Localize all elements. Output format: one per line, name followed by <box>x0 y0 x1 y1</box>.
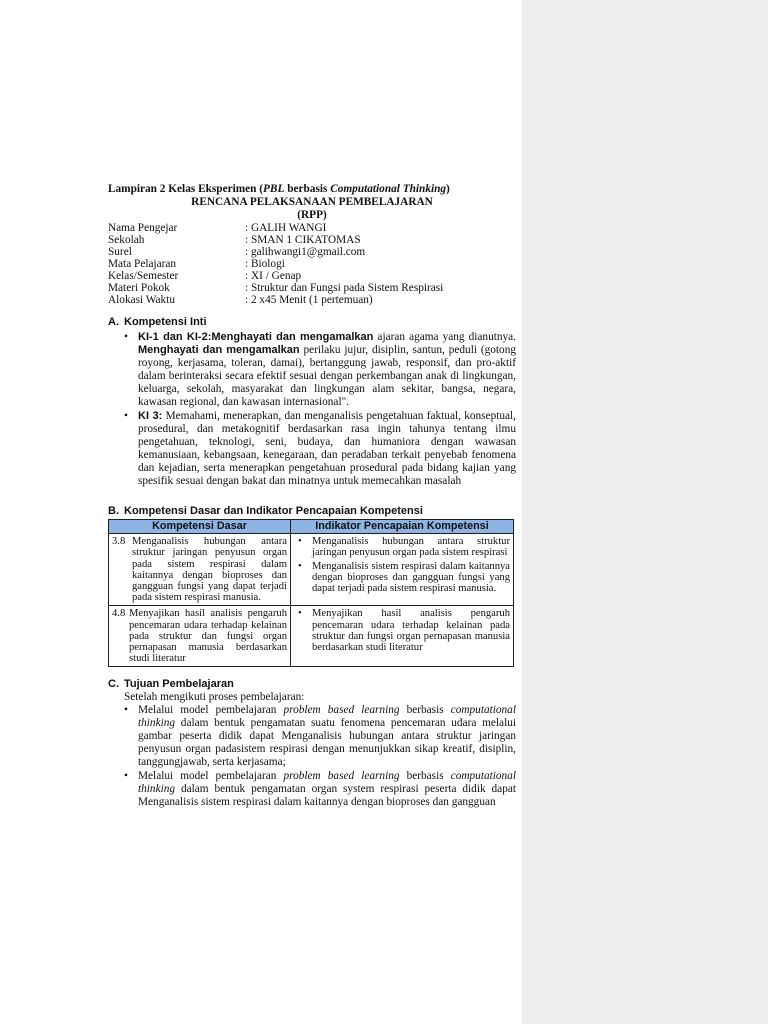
identity-table <box>108 222 516 306</box>
column-header: Indikator Pencapaian Kompetensi <box>291 520 514 534</box>
objective-intro: Setelah mengikuti proses pembelajaran: <box>124 691 305 704</box>
list-item: • KI-1 dan KI-2:Menghayati dan mengamalkan ajaran agama yang dianutnya. Menghayati dan mengamalkan perilaku jujur, disiplin, santun, peduli (gotong royong, kerjasama, toleran, damai), bertanggung jawab, responsif, dan pro-aktif dalam berinteraksi secara efektif sesuai dengan perkembangan anak di lingkungan, keluarga, sekolah, masyarakat dan lingkungan alam sekitar, bangsa, negara, kawasan regional, dan kawasan internasional". <box>138 331 516 409</box>
table-row: 3.8 Menganalisis hubungan antara struktur jaringan penyusun organ pada sistem respirasi dalam kaitannya dengan bioproses dan gangguan fungsi yang dapat terjadi pada sistem respirasi manusia. • Menganalisis hubungan antara struktur jaringan penyusun organ pada sistem respirasi • Menganalisis sistem respirasi dalam kaitannya dengan bioproses dan gangguan fungsi yang dapat terjadi pada sistem respirasi manusia. <box>109 534 514 606</box>
indicator-item: • Menganalisis sistem respirasi dalam kaitannya dengan bioproses dan gangguan fungsi yang dapat terjadi pada sistem respirasi manusia. <box>312 561 510 595</box>
document-title: RENCANA PELAKSANAAN PEMBELAJARAN <box>191 196 433 208</box>
indicator-item: • Menyajikan hasil analisis pengaruh pencemaran udara terhadap kelainan pada struktur dan fungsi organ pernapasan manusia berdasarkan studi literatur <box>312 608 510 653</box>
objective-list <box>108 704 516 809</box>
indicator-item: • Menganalisis hubungan antara struktur jaringan penyusun organ pada sistem respirasi <box>312 536 510 558</box>
comment-pane <box>522 0 768 1024</box>
competency-table <box>108 519 514 667</box>
info-row: Mata Pelajaran : Biologi <box>108 258 285 270</box>
info-row: Kelas/Semester : XI / Genap <box>108 270 302 282</box>
list-item: • Melalui model pembelajaran problem based learning berbasis computational thinking dalam bentuk pengamatan suatu fenomena pencemaran udara melalui gambar peserta didik dapat Menganalisis hubungan antara struktur jaringan penyusun organ padasistem respirasi dengan menunjukkan sikap kreatif, disiplin, tanggungjawab, serta kerjasama; <box>138 704 516 769</box>
section-b-heading: B. Kompetensi Dasar dan Indikator Pencapaian Kompetensi <box>108 505 423 517</box>
document-subtitle: (RPP) <box>297 209 327 221</box>
info-row: Alokasi Waktu : 2 x45 Menit (1 pertemuan) <box>108 294 373 306</box>
section-c-heading: C. Tujuan Pembelajaran <box>108 678 234 691</box>
appendix-heading: Lampiran 2 Kelas Eksperimen (PBL berbasis Computational Thinking) <box>108 183 450 195</box>
section-a-heading: A. Kompetensi Inti <box>108 316 207 328</box>
document-page <box>108 183 516 810</box>
list-item: • Melalui model pembelajaran problem based learning berbasis computational thinking dalam bentuk pengamatan organ system respirasi peserta didik dapat Menganalisis sistem respirasi dalam kaitannya dengan bioproses dan gangguan <box>138 770 516 809</box>
info-row: Sekolah : SMAN 1 CIKATOMAS <box>108 234 361 246</box>
core-competency-list <box>108 331 516 488</box>
info-row: Nama Pengejar : GALIH WANGI <box>108 222 327 234</box>
info-row: Surel : galihwangi1@gmail.com <box>108 246 366 258</box>
table-header-row <box>109 520 514 534</box>
list-item: • KI 3: Memahami, menerapkan, dan menganalisis pengetahuan faktual, konseptual, prosedural, dan metakognitif berdasarkan rasa ingin tahunya tentang ilmu pengetahuan, teknologi, seni, budaya, dan humaniora dengan wawasan kemanusiaan, kebangsaan, kenegaraan, dan peradaban terkait penyebab fenomena dan kejadian, serta menerapkan pengetahuan prosedural pada bidang kajian yang spesifik sesuai dengan bakat dan minatnya untuk memecahkan masalah <box>138 410 516 488</box>
table-row: 4.8 Menyajikan hasil analisis pengaruh pencemaran udara terhadap kelainan pada struktur dan fungsi organ pernapasan manusia berdasarkan studi literatur • Menyajikan hasil analisis pengaruh pencemaran udara terhadap kelainan pada struktur dan fungsi organ pernapasan manusia berdasarkan studi literatur <box>109 606 514 667</box>
column-header: Kompetensi Dasar <box>109 520 291 534</box>
info-row: Materi Pokok : Struktur dan Fungsi pada Sistem Respirasi <box>108 282 444 294</box>
